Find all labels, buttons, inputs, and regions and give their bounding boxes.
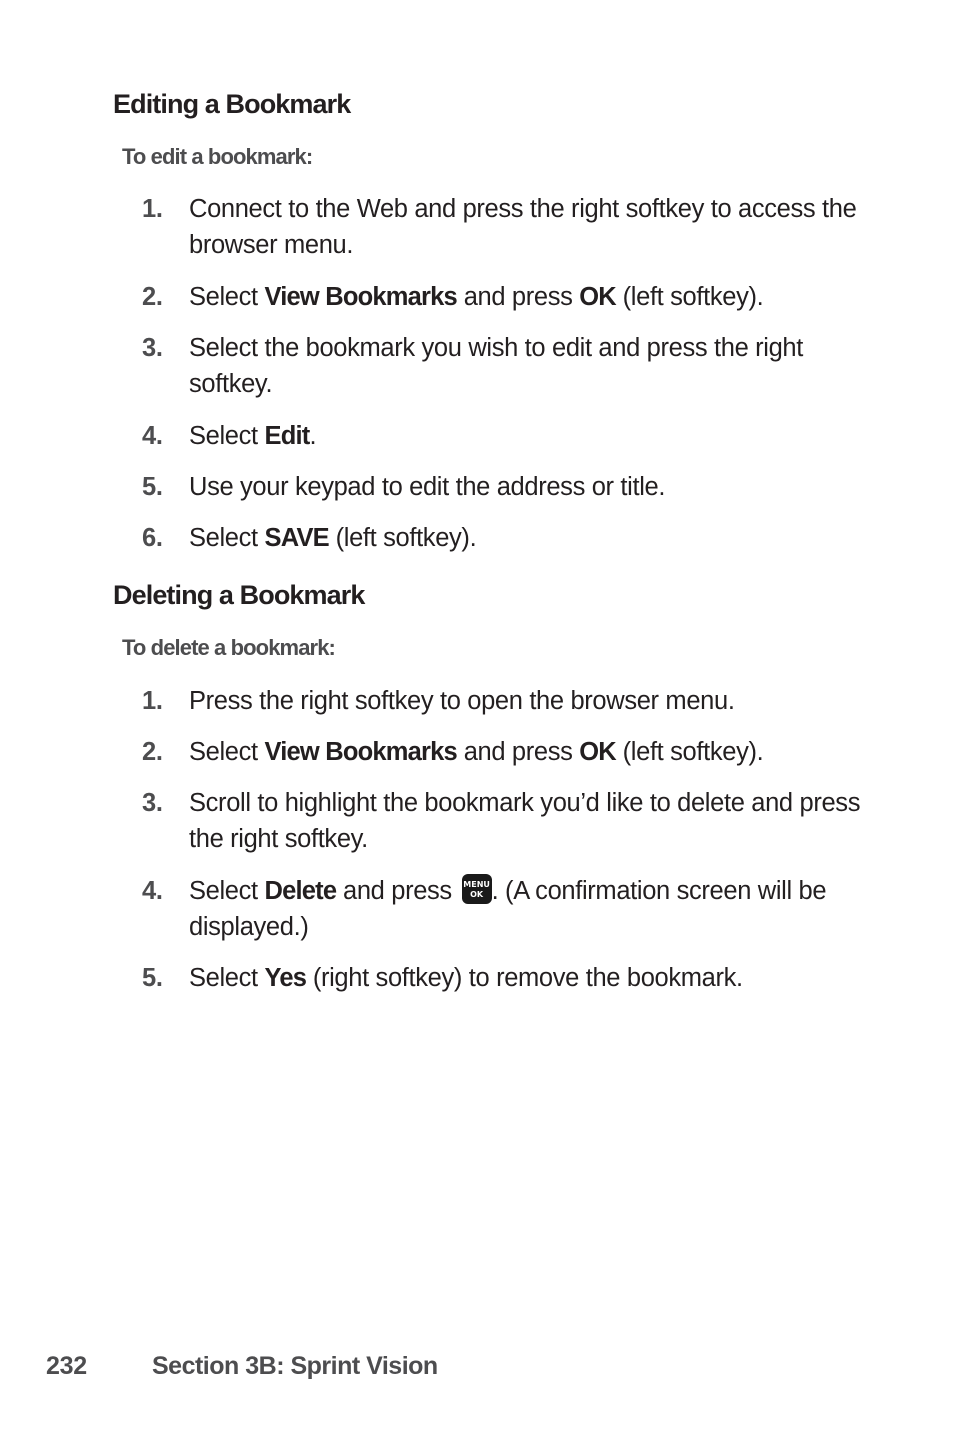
- editing-step-3: [142, 330, 862, 402]
- deleting-step-3: [142, 785, 862, 857]
- step-text: Select View Bookmarks and press OK (left softkey).: [189, 283, 764, 311]
- deleting-step-2: [142, 734, 862, 770]
- deleting-heading: Deleting a Bookmark: [113, 580, 365, 610]
- term-edit: Edit: [264, 422, 310, 450]
- step-text: Use your keypad to edit the address or title.: [189, 473, 666, 501]
- step-number: 1.: [142, 195, 163, 223]
- step-number: 1.: [142, 687, 163, 715]
- deleting-step-4: [142, 873, 862, 945]
- step-text: Select Delete and press MENU OK . (A confirmation screen will be displayed.): [189, 873, 862, 945]
- term-yes: Yes: [264, 964, 307, 992]
- editing-step-2: [142, 279, 862, 315]
- step-text: Select the bookmark you wish to edit and press the right softkey.: [189, 334, 803, 398]
- term-save: SAVE: [264, 524, 329, 552]
- step-text: Scroll to highlight the bookmark you’d like to delete and press the right softkey.: [189, 789, 861, 853]
- step-text: Select Edit.: [189, 422, 317, 450]
- step-text: Select SAVE (left softkey).: [189, 524, 477, 552]
- editing-step-5: [142, 469, 862, 505]
- editing-intro: To edit a bookmark:: [122, 144, 313, 169]
- step-number: 6.: [142, 524, 163, 552]
- term-delete: Delete: [264, 877, 337, 905]
- deleting-step-1: [142, 683, 862, 719]
- footer-section-title: Section 3B: Sprint Vision: [152, 1352, 438, 1380]
- deleting-intro: To delete a bookmark:: [122, 635, 335, 660]
- step-text: Press the right softkey to open the browser menu.: [189, 687, 735, 715]
- step-text: Select Yes (right softkey) to remove the bookmark.: [189, 964, 743, 992]
- step-number: 5.: [142, 473, 163, 501]
- editing-heading: Editing a Bookmark: [113, 89, 351, 119]
- term-ok: OK: [579, 738, 616, 766]
- step-number: 3.: [142, 789, 163, 817]
- editing-step-1: [142, 191, 862, 263]
- menu-ok-key-icon: MENU OK: [462, 874, 492, 904]
- step-text: Select View Bookmarks and press OK (left softkey).: [189, 738, 764, 766]
- step-number: 2.: [142, 283, 163, 311]
- editing-step-4: [142, 418, 862, 454]
- step-number: 3.: [142, 334, 163, 362]
- step-number: 4.: [142, 422, 163, 450]
- editing-step-6: [142, 520, 862, 556]
- step-text: Connect to the Web and press the right softkey to access the browser menu.: [189, 195, 857, 259]
- step-number: 5.: [142, 964, 163, 992]
- page-number: 232: [46, 1352, 87, 1380]
- step-number: 2.: [142, 738, 163, 766]
- term-view-bookmarks: View Bookmarks: [264, 283, 457, 311]
- term-view-bookmarks: View Bookmarks: [264, 738, 457, 766]
- step-number: 4.: [142, 877, 163, 905]
- deleting-step-5: [142, 960, 862, 996]
- term-ok: OK: [579, 283, 616, 311]
